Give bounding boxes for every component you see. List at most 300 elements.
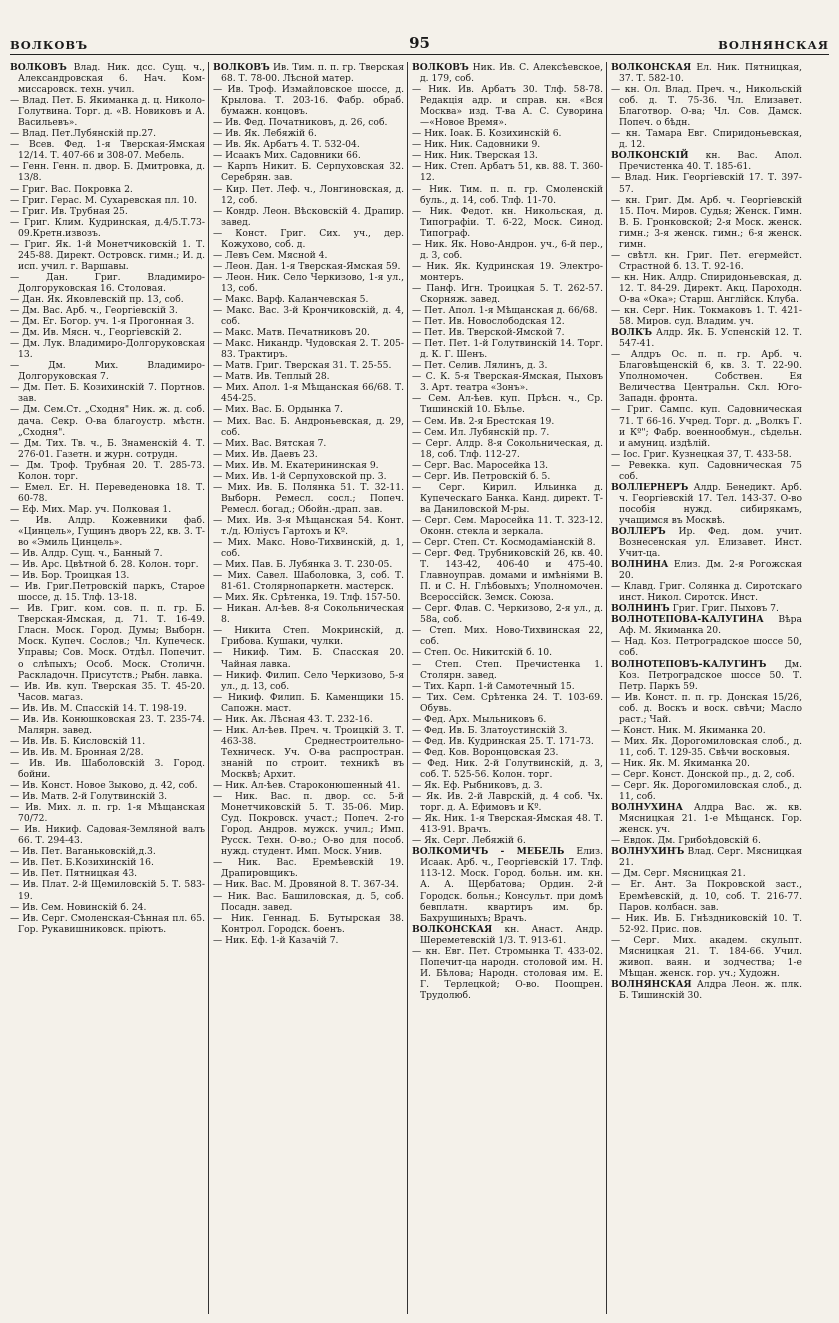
entry-surname: ВОЛКОНСКАЯ [412,923,493,935]
entry-text: — Серг. Мих. академ. скульпт. Мясницкая 21. Т. 184-66. Учил. живоп. ваян. и зодчества; 1-е Мѣщан. женск. гор. уч.; Художн. [611,934,802,979]
entry-text: — Як. Еф. Рыбниковъ, д. 3. [412,780,543,792]
entry-surname: ВОЛКОВЪ [412,62,469,73]
entry-surname: ВОЛНИНА [611,559,669,571]
directory-entry [10,184,205,195]
entry-surname: ВОЛНУХИНЪ [611,846,685,858]
directory-entry [213,913,404,935]
directory-entry [213,438,404,449]
directory-entry [412,846,603,923]
entry-text: — Дм. Ег. Богор. уч. 1-я Прогонная 3. [10,316,195,328]
directory-entry [10,316,205,327]
entry-text: — Влад. Пет.Лубянскій пр.27. [10,128,157,140]
directory-entry [10,128,205,139]
entry-text: — Дм. Сем.Ст. „Сходня" Ник. ж. д. соб. дача. Секр. О-ва благоустр. мѣстн. „Сходня". [10,404,205,438]
directory-entry [213,327,404,338]
directory-entry [611,195,802,250]
entry-surname: ВОЛКОВЪ [10,62,67,73]
running-head-left: ВОЛКОВЪ [10,38,89,52]
directory-entry [611,868,802,879]
directory-entry [10,736,205,747]
directory-entry [611,979,802,1001]
directory-entry [412,438,603,460]
entry-text: — Пет. Пет. 1-й Голутвинскій 14. Торг. д. К. Г. Шенъ. [412,338,603,361]
directory-entry [213,449,404,460]
entry-text: — Дм. Троф. Трубная 20. Т. 285-73. Колон. торг. [10,459,205,482]
column-1 [6,62,208,1314]
directory-entry [10,460,205,482]
entry-text: — Ив. Як. Лебяжій 6. [213,128,317,140]
entry-text: — Ив. Конст. Новое Зыково, д. 42, соб. [10,780,198,792]
directory-entry [10,515,205,548]
entry-text: — Мих. Ив. 1-й Серпуховской пр. 3. [213,470,387,482]
directory-entry [611,327,802,349]
entry-text: — Ив. Фед. Початниковъ, д. 26, соб. [213,117,388,129]
entry-text: Дм. Коз. Петроградское шоссе 50. Т. Петр. Паркъ 59. [619,658,802,692]
directory-entry [213,603,404,625]
entry-text: — Степ. Ос. Никитскій б. 10. [412,647,553,659]
entry-text: — Ив. Сем. Новинскій б. 24. [10,901,147,913]
entry-text: — кн. Ник. Алдр. Спиридоньевская, д. 12. Т. 84-29. Директ. Акц. Пароходн. О-ва «Ока»; Старш. Англійск. Клуба. [611,271,802,305]
entry-text: — свѣтл. кн. Григ. Пет. егермейст. Страстной б. 13. Т. 92-16. [611,249,802,272]
entry-surname: ВОЛНУХИНА [611,802,684,814]
entry-text: — Ревекка. куп. Садовническая 75 соб. [611,459,802,482]
directory-entry [10,338,205,360]
directory-entry [611,128,802,150]
entry-text: — Матв. Григ. Тверская 31. Т. 25-55. [213,360,392,372]
directory-entry [213,228,404,250]
entry-text: — Макс. Варф. Каланчевская 5. [213,293,369,305]
directory-entry [611,272,802,305]
entry-text: — Алдръ Ос. п. п. гр. Арб. ч. Благовѣщенскій 6, кв. 3. Т. 22-90. Уполномочен. Собствен. Ея Величества Центральн. Скл. Юго-Западн. фронта. [611,349,802,405]
entry-surname: ВОЛКОНСКІЙ [611,150,689,162]
directory-entry [213,305,404,327]
directory-entry [412,780,603,791]
directory-entry [10,217,205,239]
entry-text: — Ив. Григ.Петровскій паркъ, Старое шоссе, д. 15. Тлф. 13-18. [10,581,205,604]
entry-text: — Ив. Троф. Измайловское шоссе, д. Крылова. Т. 203-16. Фабр. обраб. бумажн. концовъ. [213,84,404,118]
entry-text: — Ив. Алдр. Кожевники фаб. «Цинцель», Гущинъ дворъ 22, кв. 3. Т-во «Эмиль Цинцель». [10,514,205,549]
entry-surname: ВОЛЛЕРЪ [611,525,666,537]
directory-entry [213,338,404,360]
entry-text: — Влад. Ник. Георгіевскій 17. Т. 397-57. [611,172,802,195]
column-3 [407,62,606,1314]
entry-surname: ВОЛНЯНСКАЯ [611,978,692,990]
entry-text: — Дм. Тих. Тв. ч., Б. Знаменскій 4. Т. 276-01. Газетн. и журн. сотрудн. [10,437,205,460]
directory-entry [412,338,603,360]
directory-entry [412,360,603,371]
directory-entry [10,857,205,868]
entry-surname: ВОЛЛЕРНЕРЪ [611,481,689,493]
directory-entry [611,526,802,559]
entry-text: — Ив. Ив. М. Бронная 2/28. [10,746,144,758]
entry-text: — Ив. Ив. Конюшковская 23. Т. 235-74. Малярн. завед. [10,713,205,736]
directory-entry [10,780,205,791]
entry-text: — Матв. Ив. Теплый 28. [213,371,330,383]
directory-entry [213,879,404,890]
entry-text: — С. К. 5-я Тверская-Ямская, Пыховъ 3. Арт. театра «Зонъ». [412,371,603,394]
directory-entry [412,537,603,548]
entry-text: — Ив. Пет. Пятницкая 43. [10,868,138,880]
entry-text: — Ив. Никиф. Садовая-Земляной валъ 66. Т. 294-43. [10,824,205,847]
entry-text: — Евдок. Дм. Грибоѣдовскій 6. [611,835,761,847]
directory-entry [10,902,205,913]
entry-surname: ВОЛНОТЕПОВА-КАЛУГИНА [611,614,764,626]
directory-entry [412,725,603,736]
directory-entry [412,283,603,305]
directory-entry [412,625,603,647]
entry-text: — Кондр. Леон. Вѣсковскій 4. Драпир. завед. [213,205,404,228]
entry-surname: ВОЛНИНЪ [611,603,670,615]
entry-text: Влад. Ник. дсс. Сущ. ч., Александровская 6. Нач. Ком-миссаровск. техн. учил. [18,62,205,96]
directory-entry [412,416,603,427]
entry-text: — Ник. Ив. Арбатъ 30. Тлф. 58-78. Редакція адр. и справ. кн. «Вся Москва» изд. Т-ва А. С. Суворина—«Новое Время». [412,84,603,129]
directory-entry [213,471,404,482]
entry-text: — Никиф. Филип. Село Черкизово, 5-я ул., д. 13, соб. [213,669,404,692]
directory-entry [611,846,802,868]
directory-entry [213,294,404,305]
directory-entry [213,482,404,515]
directory-entry [213,117,404,128]
entry-text: — Дм. Пет. Б. Козихинскій 7. Портнов. зав. [10,382,205,405]
directory-entry [10,195,205,206]
entry-text: — Ник. Як. М. Якиманка 20. [611,757,750,769]
column-4 [606,62,805,1314]
directory-entry [611,692,802,725]
directory-entry [412,924,603,946]
entry-text: — Григ. Сампс. куп. Садовническая 71. Т 66-16. Учред. Торг. д. „Волкъ Г. и Кº"; Фабр. военнообмун., сѣдельн. и амуниц. издѣлій. [611,404,802,449]
directory-entry [213,537,404,559]
directory-entry [213,515,404,537]
entry-text: — Ник. Вас. М. Дровяной 8. Т. 367-34. [213,879,399,891]
entry-text: — Никита Степ. Мокринскій, д. Грибова. Кушаки, чулки. [213,625,404,648]
entry-surname: ВОЛКОВЪ [213,62,270,73]
entry-text: — Ив. Ив. Шаболовскій 3. Город. бойни. [10,757,205,780]
entry-text: — Ив. Ив. Б. Кисловскій 11. [10,735,146,747]
directory-entry [10,681,205,703]
directory-entry [412,714,603,725]
entry-text: — Сем. Ив. 2-я Брестская 19. [412,415,555,427]
directory-entry [611,725,802,736]
directory-entry [213,416,404,438]
entry-text: — Ник. Вас. Еремѣевскій 19. Драпировщикъ. [213,857,404,880]
entry-text: — Мих. Апол. 1-я Мѣщанская 66/68. Т. 454-25. [213,382,404,405]
entry-text: — кн. Тамара Евг. Спиридоньевская, д. 12. [611,128,802,151]
entry-text: — Ник. Вас. Башиловская, д. 5, соб. Посадн. завед. [213,890,404,913]
directory-entry [10,161,205,183]
entry-text: — Ник. Еф. 1-й Казачій 7. [213,934,339,946]
directory-entry [412,261,603,283]
directory-entry [213,791,404,857]
directory-entry [10,327,205,338]
entry-text: — Дм. Мих. Владимиро-Долгоруковская 7. [10,360,205,383]
directory-entry [611,305,802,327]
entry-text: — Ник. Як. Кудринская 19. Электро-монтеръ. [412,260,603,283]
directory-entry [10,714,205,736]
entry-text: — Фед. Ив. Б. Златоустинскій 3. [412,724,568,736]
directory-entry [611,736,802,758]
directory-entry [412,946,603,1001]
directory-entry [412,835,603,846]
directory-entry [10,438,205,460]
directory-entry [10,239,205,272]
directory-entry [412,206,603,239]
entry-text: — Генн. Генн. п. двор. Б. Дмитровка, д. 13/8. [10,161,205,184]
entry-text: Елиз. Дм. 2-я Рогожская 20. [619,559,802,582]
entry-text: — Всев. Фед. 1-я Тверская-Ямская 12/14. Т. 407-66 и 308-07. Мебель. [10,139,205,162]
entry-text: — Дм. Лук. Владимиро-Долгоруковская 13. [10,338,205,361]
entry-text: — Ник. Ник. Тверская 13. [412,150,538,162]
entry-text: — Серг. Кирил. Ильинка д. Купеческаго Банка. Канд. директ. Т-ва Даниловской М-ры. [412,481,603,515]
directory-entry [213,261,404,272]
entry-text: — Фед. Ив. Кудринская 25. Т. 171-73. [412,735,594,747]
entry-text: Григ. Григ. Пыховъ 7. [669,603,779,615]
directory-entry [213,592,404,603]
directory-entry [611,913,802,935]
entry-text: — Ег. Ант. За Покровской заст., Еремѣевскій, д. 10, соб. Т. 216-77. Паров. колбасн. зав. [611,879,802,913]
entry-text: — Фед. Ков. Воронцовская 23. [412,746,559,758]
directory-entry [611,482,802,526]
entry-text: — Исаакъ Мих. Садовники 66. [213,150,361,162]
entry-text: — Серг. Алдр. 8-я Сокольническая, д. 18, соб. Тлф. 112-27. [412,437,603,460]
entry-text: Ив. Тим. п. п. гр. Тверская 68. Т. 78-00. Лѣсной матер. [221,62,404,85]
directory-entry [611,150,802,172]
entry-text: — Еф. Мих. Мар. уч. Полковая 1. [10,503,172,515]
directory-entry [611,802,802,835]
directory-entry [611,659,802,692]
directory-entry [611,780,802,802]
entry-text: — Мих. Ив. Б. Полянка 51. Т. 32-11. Выборн. Ремесл. сосл.; Попеч. Ремесл. богад.; Обойн.-драп. зав. [213,481,404,515]
entry-text: — Тих. Карп. 1-й Самотечный 15. [412,680,575,692]
entry-text: — Макс. Вас. 3-й Крончиковскій, д. 4, соб. [213,305,404,328]
directory-entry [611,758,802,769]
directory-entry [213,725,404,780]
entry-text: — Мих. Ив. М. Екатерининская 9. [213,459,379,471]
entry-text: — Пет. Селив. Лялинъ, д. 3. [412,360,548,372]
entry-text: — Емел. Ег. Н. Переведеновка 18. Т. 60-78. [10,481,205,504]
entry-text: — Мих. Вас. Б. Ордынка 7. [213,404,343,416]
entry-text: — Сем. Ал-ѣев. куп. Прѣсн. ч., Ср. Тишинскій 10. Бѣлье. [412,393,603,416]
directory-entry [412,791,603,813]
entry-text: — Мих. Вас. Вятская 7. [213,437,327,449]
directory-entry [412,647,603,658]
entry-text: — Серг. Степ. Ст. Космодаміанскій 8. [412,537,596,549]
entry-text: — Дм. Вас. Арб. ч., Георгіевскій 3. [10,305,178,317]
directory-entry [10,482,205,504]
directory-entry [412,184,603,206]
entry-text: — Ник. Як. Ново-Андрон. уч., 6-й пер., д. 3, соб. [412,238,603,261]
entry-text: — Степ. Степ. Пречистенка 1. Столярн. завед. [412,658,603,681]
entry-text: — Ив. Григ. ком. сов. п. п. гр. Б. Тверская-Ямская, д. 71. Т. 16-49. Гласн. Моск. Город. Думы; Выборн. Моск. Купеч. Сослов.; Чл. Купеческ. Управы; Сов. Моск. Отдѣл. Попечит. о слѣпыхъ; Особ. Моск. Столичн. Раскладочн. Присутств.; Рыбн. лавка. [10,603,205,681]
directory-entry [611,879,802,912]
directory-entry [10,548,205,559]
directory-entry [10,868,205,879]
entry-text: — Дан. Григ. Владимиро-Долгоруковская 16. Столовая. [10,271,205,294]
directory-entry [213,184,404,206]
entry-text: Ел. Ник. Пятницкая, 37. Т. 582-10. [619,62,802,85]
entry-text: — Серг. Сем. Маросейка 11. Т. 323-12. Оконн. стекла и зеркала. [412,514,603,537]
directory-entry [412,813,603,835]
entry-text: — Ив. Матв. 2-й Голутвинскій 3. [10,791,168,803]
entry-text: — Григ. Ив. Трубная 25. [10,205,128,217]
entry-text: — Ник. Ник. Садовники 9. [412,139,541,151]
entry-text: — Конст. Ник. М. Якиманка 20. [611,724,766,736]
entry-text: кн. Вас. Апол. Пречистенка 40. Т. 185-61. [619,150,802,173]
directory-entry [611,581,802,603]
directory-entry [10,791,205,802]
directory-entry [213,62,404,84]
entry-text: — Ник. Геннад. Б. Бутырская 38. Контрол. Городск. боенъ. [213,912,404,935]
entry-text: — Як. Ник. 1-я Тверская-Ямская 48. Т. 413-91. Врачъ. [412,813,603,836]
directory-entry [412,316,603,327]
entry-text: — Ив. Ив. М. Спасскій 14. Т. 198-19. [10,702,187,714]
directory-entry [10,603,205,680]
directory-entry [10,747,205,758]
entry-text: — Ив. Плат. 2-й Щемиловскій 5. Т. 583-19. [10,879,205,902]
entry-text: Влад. Серг. Мясницкая 21. [619,846,802,869]
directory-entry [412,747,603,758]
entry-text: — Фед. Ник. 2-й Голутвинскій, д. 3, соб. Т. 525-56. Колон. торг. [412,757,603,780]
entry-text: — Ив. Арс. Цвѣтной б. 28. Колон. торг. [10,559,199,571]
entry-text: — Ив. Ив. куп. Тверская 35. Т. 45-20. Часов. магаз. [10,680,205,703]
directory-entry [412,128,603,139]
directory-entry [611,84,802,128]
directory-entry [213,371,404,382]
entry-text: — Никан. Ал-ѣев. 8-я Сокольническая 8. [213,603,404,626]
directory-entry [611,250,802,272]
directory-entry [213,139,404,150]
entry-text: — Над. Коз. Петроградское шоссе 50, соб. [611,636,802,659]
directory-entry [412,139,603,150]
entry-text: — Мих. Савел. Шаболовка, 3, соб. Т. 81-61. Столярнопаркетн. мастерск. [213,570,404,593]
entry-text: — Макс. Никандр. Чудовская 2. Т. 205-83. Трактиръ. [213,338,404,361]
directory-entry [412,239,603,261]
entry-text: — Ив. Пет. Б.Козихинскій 16. [10,857,154,869]
entry-text: — Іос. Григ. Кузнецкая 37, Т. 433-58. [611,448,792,460]
entry-text: — Як. Ив. 2-й Лаврскій, д. 4 соб. Чх. торг. д. А. Ефимовъ и Кº. [412,791,603,814]
directory-entry [611,449,802,460]
entry-text: Елиз. Исаак. Арб. ч., Георгіевскій 17. Тлф. 113-12. Моск. Город. больн. им. кн. А. А. Щербатова; Ордин. 2-й Городск. больн.; Консульт. при домѣ бевплатн. квартиръ им. бр. Бахрушиныхъ; Врачъ. [420,846,603,924]
directory-entry [213,570,404,592]
directory-entry [213,250,404,261]
directory-entry [412,482,603,515]
directory-entry [412,460,603,471]
directory-entry [412,161,603,183]
entry-text: — Ник. Ал-ѣев. Староконюшенный 41. [213,780,401,792]
directory-entry [412,692,603,714]
entry-text: — Мих. Пав. Б. Лубянка 3. Т. 230-05. [213,559,393,571]
entry-text: — Сем. Ил. Лубянскій пр. 7. [412,426,550,438]
column-2 [208,62,407,1314]
directory-entry [611,769,802,780]
directory-entry [10,913,205,935]
directory-columns [6,62,833,1314]
entry-text: — Ив. Як. Арбатъ 4. Т. 532-04. [213,139,360,151]
entry-text: — Ник. Ив. Б. Гнѣздниковскій 10. Т. 52-92. Прис. пов. [611,912,802,935]
directory-entry [213,84,404,117]
entry-text: — Ив. Бор. Троицкая 13. [10,570,130,582]
entry-text: — Ник. Ак. Лѣсная 43. Т. 232-16. [213,713,373,725]
directory-entry [213,559,404,570]
entry-text: — кн. Евг. Пет. Стромынка Т. 433-02. Попечит-ца народн. столовой им. Н. И. Бѣлова; Народн. столовая им. Е. Г. Терлецкой; О-во. Поощрен. Трудолюб. [412,945,603,1001]
entry-text: — Григ. Вас. Покровка 2. [10,183,133,195]
directory-entry [412,736,603,747]
entry-text: — Леон. Дан. 1-я Тверская-Ямская 59. [213,260,401,272]
directory-entry [213,460,404,471]
entry-text: — кн. Серг. Ник. Токмаковъ 1. Т. 421-58. Миров. суд. Владим. уч. [611,305,802,328]
directory-entry [10,95,205,128]
directory-entry [412,393,603,415]
directory-entry [10,581,205,603]
entry-text: — Пет. Ив. Тверской-Ямской 7. [412,327,565,339]
directory-entry [213,647,404,669]
directory-entry [10,504,205,515]
running-head-right: ВОЛНЯНСКАЯ [718,38,829,52]
directory-entry [412,548,603,603]
directory-entry [213,857,404,879]
entry-text: — Леон. Ник. Село Черкизово, 1-я ул., 13, соб. [213,271,404,294]
entry-text: — Григ. Клим. Кудринская, д.4/5.Т.73-09.Кретн.извозъ. [10,216,205,239]
entry-text: — Серг. Конст. Донской пр., д. 2, соб. [611,769,795,780]
directory-entry [213,272,404,294]
directory-entry [412,427,603,438]
entry-surname: ВОЛНОТЕПОВЪ-КАЛУГИНЪ [611,658,767,670]
entry-text: — Григ. Як. 1-й Монетчиковскій 1. Т. 245-88. Директ. Островск. гимн.; И. д. исп. учил. г. Варшавы. [10,238,205,272]
entry-text: — Серг. Флав. С. Черкизово, 2-я ул., д. 58а, соб. [412,603,603,626]
entry-text: — кн. Ол. Влад. Преч. ч., Никольскій соб. д. Т. 75-36. Чл. Елизавет. Благотвор. О-ва; Чл. Сов. Дамск. Попеч. о бѣдн. [611,84,802,129]
entry-text: — Мих. Вас. Б. Андроньевская, д. 29, соб. [213,415,404,438]
entry-text: — Ник. Степ. Арбатъ 51, кв. 88. Т. 360-12. [412,161,603,184]
directory-entry [10,802,205,824]
entry-text: — Панф. Игн. Троицкая 5. Т. 262-57. Скорняж. завед. [412,282,603,305]
entry-text: — Ив. Конст. п. п. гр. Донская 15/26, соб. д. Воскъ и воск. свѣчи; Масло раст.; Чай. [611,691,802,725]
entry-text: — Фед. Арх. Мыльниковъ 6. [412,713,547,725]
entry-text: — Тих. Сем. Срѣтенка 24. Т. 103-69. Обувь. [412,691,603,714]
entry-text: — Степ. Мих. Ново-Тихвинская 22, соб. [412,625,603,648]
entry-text: — Дм. Серг. Мясницкая 21. [611,868,746,880]
entry-text: Алдр. Як. Б. Успенскій 12. Т. 547-41. [619,327,802,350]
directory-entry [10,404,205,437]
directory-entry [10,62,205,95]
entry-text: — Ив. Серг. Смоленская-Сѣнная пл. 65. Гор. Рукавишниковск. пріютъ. [10,912,205,935]
entry-text: — Григ. Герас. М. Сухаревская пл. 10. [10,194,198,206]
entry-surname: ВОЛКОМИЧЪ - МЕБЕЛЬ [412,846,565,858]
directory-entry [412,515,603,537]
entry-text: — Мих. Ив. Даевъ 23. [213,448,318,460]
entry-text: — Серг. Як. Дорогомиловская слоб., д. 11, соб. [611,780,802,803]
directory-entry [10,382,205,404]
directory-entry [412,150,603,161]
entry-text: Алдра Вас. ж. кв. Мясницкая 21. 1-е Мѣщанск. Гор. женск. уч. [619,802,802,836]
entry-text: — Мих. Як. Дорогомиловская слоб., д. 11, соб. Т. 129-35. Свѣчи восковыя. [611,735,802,758]
directory-entry [10,360,205,382]
directory-entry [611,835,802,846]
entry-text: Алдра Леон. ж. плк. Б. Тишинскій 30. [619,978,802,1001]
entry-surname: ВОЛКЪ [611,327,653,339]
entry-text: — Серг. Фед. Трубниковскій 26, кв. 40. Т. 143-42, 406-40 и 475-40. Главноуправ. домами и имѣніями В. П. и С. Н. Глѣбовыхъ; Уполномочен. Всероссійск. Земск. Союза. [412,548,603,604]
directory-entry [611,559,802,581]
directory-entry [213,692,404,714]
entry-text: — Левъ Сем. Мясной 4. [213,249,328,261]
directory-entry [10,879,205,901]
entry-text: Вѣра Аф. М. Якиманка 20. [619,614,802,637]
directory-entry [611,460,802,482]
entry-text: — Пет. Ив. Новослободская 12. [412,316,565,328]
directory-entry [213,382,404,404]
entry-text: Ир. Фед. дом. учит. Вознесенская ул. Елизавет. Инст. Учит-ца. [619,525,802,560]
directory-entry [213,161,404,183]
entry-text: — Ив. Мих. л. п. гр. 1-я Мѣщанская 70/72. [10,802,205,825]
entry-text: — Серг. Ив. Петровскій б. 5. [412,470,551,482]
